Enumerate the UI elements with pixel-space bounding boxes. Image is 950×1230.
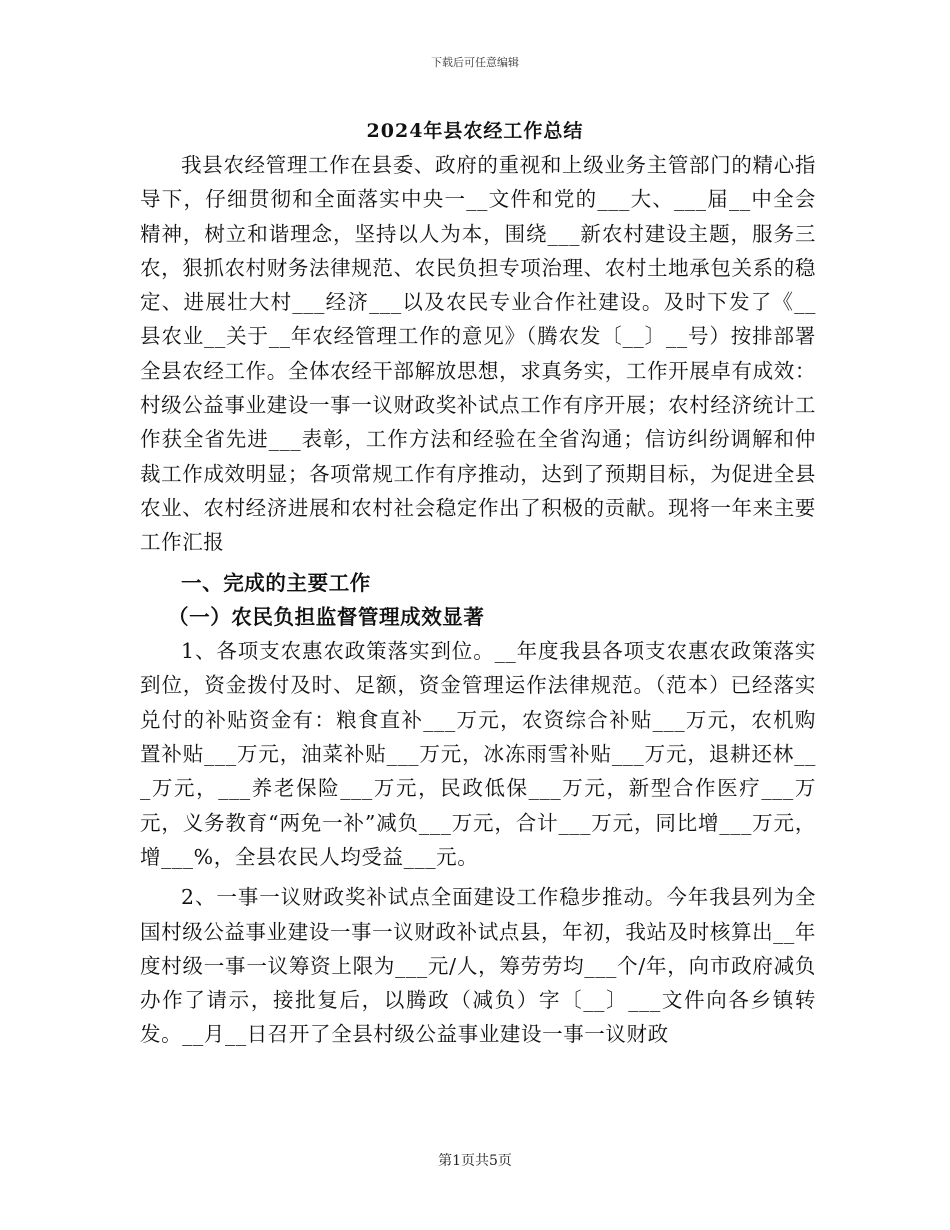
paragraph-1: 1、各项支农惠农政策落实到位。__年度我县各项支农惠农政策落实到位，资金拨付及时、足额，资金管理运作法律规范。（范本）已经落实兑付的补贴资金有：粮食直补___万元，农资综合补贴___万元，农机购置补贴___万元，油菜补贴___万元，冰冻雨雪补贴___万元，退耕还林___万元，___养老保险___万元，民政低保___万元，新型合作医疗___万元，义务教育“两免一补”减负___万元，合计___万元，同比增___万元，增___%，全县农民人均受益___元。 [140, 639, 816, 869]
header-note: 下载后可任意编辑 [431, 56, 519, 69]
subsection-heading: （一）农民负担监督管理成效显著 [168, 604, 485, 629]
paragraph-2: 2、一事一议财政奖补试点全面建设工作稳步推动。今年我县列为全国村级公益事业建设一事一议财政补试点县，年初，我站及时核算出__年度村级一事一议筹资上限为___元/人，筹劳劳均___个/年，向市政府减负办作了请示，接批复后，以腾政（减负）字〔__〕___文件向各乡镇转发。__月__日召开了全县村级公益事业建设一事一议财政 [140, 885, 816, 1047]
section-heading: 一、完成的主要工作 [181, 570, 371, 595]
document-body [140, 148, 816, 1052]
intro-paragraph: 我县农经管理工作在县委、政府的重视和上级业务主管部门的精心指导下，仔细贯彻和全面落实中央一__文件和党的___大、___届__中全会精神，树立和谐理念，坚持以人为本，围绕___新农村建设主题，服务三农，狠抓农村财务法律规范、农民负担专项治理、农村土地承包关系的稳定、进展壮大村___经济___以及农民专业合作社建设。及时下发了《__县农业__关于__年农经管理工作的意见》（腾农发〔__〕__号）按排部署全县农经工作。全体农经干部解放思想，求真务实，工作开展卓有成效：村级公益事业建设一事一议财政奖补试点工作有序开展；农村经济统计工作获全省先进___表彰，工作方法和经验在全省沟通；信访纠纷调解和仲裁工作成效明显；各项常规工作有序推动，达到了预期目标，为促进全县农业、农村经济进展和农村社会稳定作出了积极的贡献。现将一年来主要工作汇报 [140, 153, 816, 555]
document-title: 2024年县农经工作总结 [366, 120, 584, 142]
page-footer: 第1页共5页 [438, 1153, 512, 1169]
